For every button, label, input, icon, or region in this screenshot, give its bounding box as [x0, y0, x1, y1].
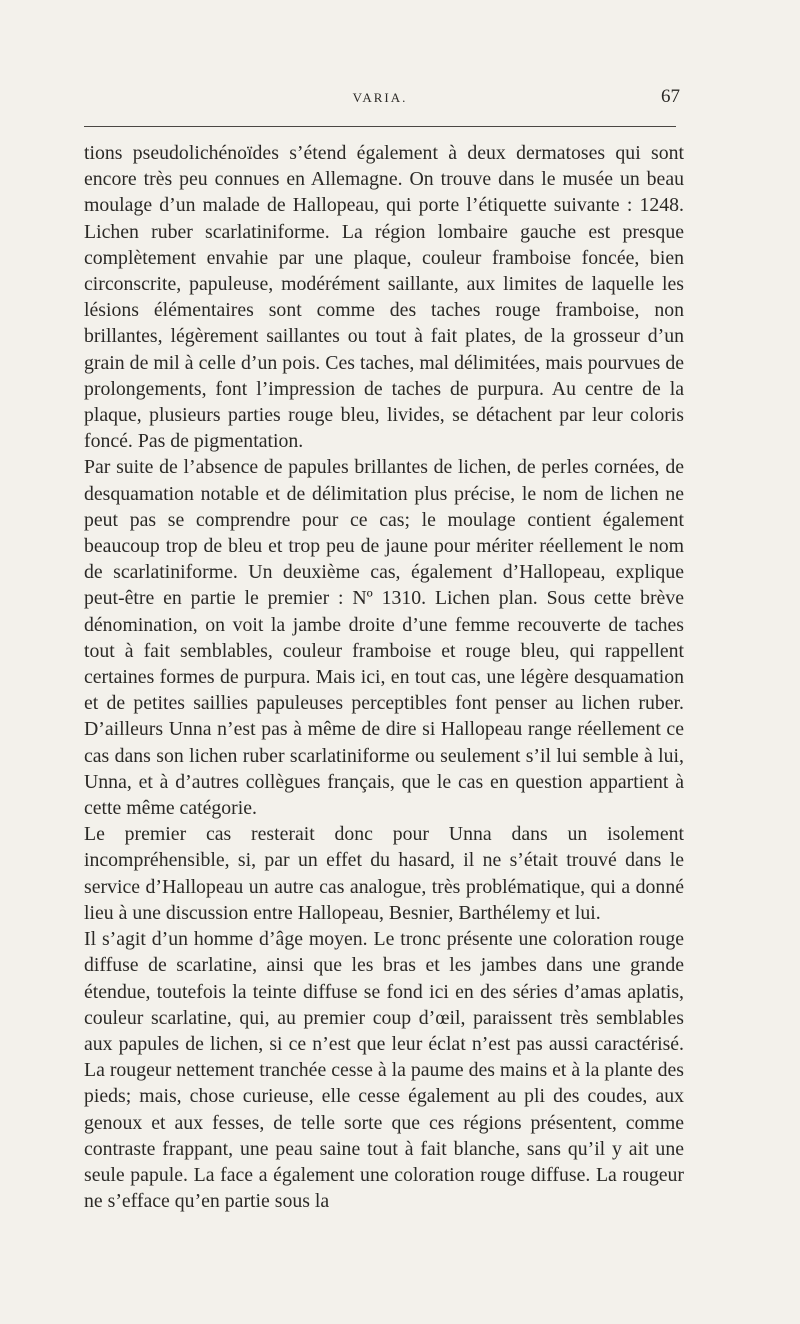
body-text	[84, 140, 684, 1214]
paragraph: Par suite de l’absence de papules brillantes de lichen, de perles cornées, de desquamation notable et de délimitation plus précise, le nom de lichen ne peut pas se comprendre pour ce cas; le moulage contient également beaucoup trop de bleu et trop peu de jaune pour mériter réellement le nom de scarlatiniforme. Un deuxième cas, également d’Hallopeau, explique peut-être en partie le premier : Nº 1310. Lichen plan. Sous cette brève dénomination, on voit la jambe droite d’une femme recouverte de taches tout à fait semblables, couleur framboise et rouge bleu, qui rappellent certaines formes de purpura. Mais ici, en tout cas, une légère desquamation et de petites saillies papuleuses perceptibles font penser au lichen ruber. D’ailleurs Unna n’est pas à même de dire si Hallopeau range réellement ce cas dans son lichen ruber scarlatiniforme ou seulement s’il lui semble à lui, Unna, et à d’autres collègues français, que le cas en question appartient à cette même catégorie.	[84, 456, 684, 820]
paragraph: Il s’agit d’un homme d’âge moyen. Le tronc présente une coloration rouge diffuse de scarlatine, ainsi que les bras et les jambes dans une grande étendue, toutefois la teinte diffuse se fond ici en des séries d’amas aplatis, couleur scarlatine, qui, au premier coup d’œil, paraissent très semblables aux papules de lichen, si ce n’est que leur éclat n’est pas aussi caractérisé. La rougeur nettement tranchée cesse à la paume des mains et à la plante des pieds; mais, chose curieuse, elle cesse également au pli des coudes, aux genoux et aux fesses, de telle sorte que ces régions présentent, comme contraste frappant, une peau saine tout à fait blanche, sans qu’il y ait une seule papule. La face a également une coloration rouge diffuse. La rougeur ne s’efface qu’en partie sous la	[84, 928, 684, 1213]
page-number: 67	[661, 86, 680, 107]
running-title: VARIA.	[352, 90, 408, 105]
page-header	[80, 86, 680, 116]
paragraph: Le premier cas resterait donc pour Unna dans un isolement incompréhensible, si, par un effet du hasard, il ne s’était trouvé dans le service d’Hallopeau un autre cas analogue, très problématique, qui a donné lieu à une discussion entre Hallopeau, Besnier, Barthélemy et lui.	[84, 823, 684, 924]
header-rule	[84, 126, 676, 127]
paragraph: tions pseudolichénoïdes s’étend également à deux dermatoses qui sont encore très peu connues en Allemagne. On trouve dans le musée un beau moulage d’un malade de Hallopeau, qui porte l’étiquette suivante : 1248. Lichen ruber scarlatiniforme. La région lombaire gauche est presque complètement envahie par une plaque, couleur framboise foncée, bien circonscrite, papuleuse, modérément saillante, aux limites de laquelle les lésions élémentaires sont comme des taches rouge framboise, non brillantes, légèrement saillantes ou tout à fait plates, de la grosseur d’un grain de mil à celle d’un pois. Ces taches, mal délimitées, mais pourvues de prolongements, font l’impression de taches de purpura. Au centre de la plaque, plusieurs parties rouge bleu, livides, se détachent par leur coloris foncé. Pas de pigmentation.	[84, 142, 684, 453]
